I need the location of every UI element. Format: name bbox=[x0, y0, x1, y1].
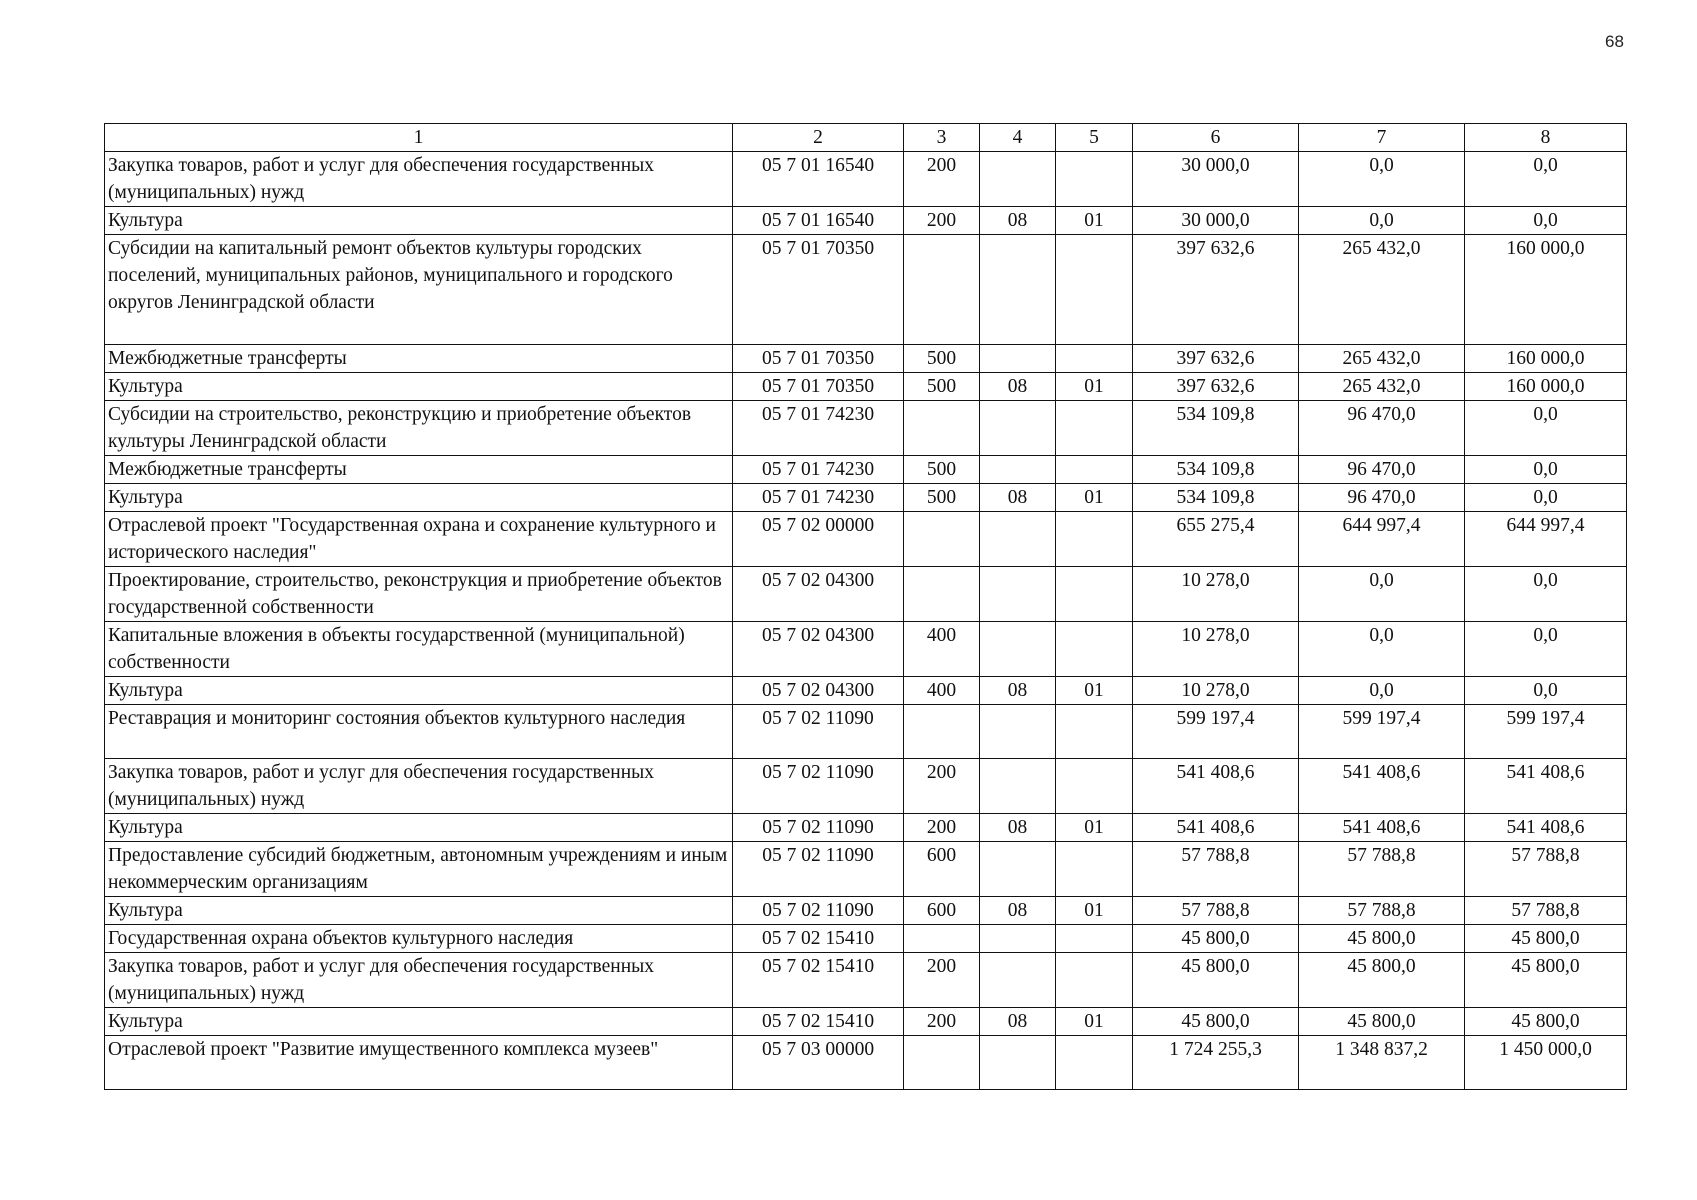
row-name: Культура bbox=[105, 373, 733, 401]
subsection bbox=[1056, 842, 1133, 897]
budget-code: 05 7 02 00000 bbox=[733, 512, 904, 567]
amount-col6: 397 632,6 bbox=[1133, 345, 1299, 373]
expense-type: 200 bbox=[904, 1008, 980, 1036]
amount-col8: 0,0 bbox=[1465, 622, 1627, 677]
column-number-5: 5 bbox=[1056, 124, 1133, 152]
page-number: 68 bbox=[1605, 32, 1624, 51]
amount-col7: 0,0 bbox=[1299, 677, 1465, 705]
subsection bbox=[1056, 1036, 1133, 1090]
amount-col8: 57 788,8 bbox=[1465, 897, 1627, 925]
expense-type: 200 bbox=[904, 759, 980, 814]
expense-type bbox=[904, 512, 980, 567]
row-name: Реставрация и мониторинг состояния объектов культурного наследия bbox=[105, 705, 733, 759]
budget-code: 05 7 01 16540 bbox=[733, 207, 904, 235]
expense-type bbox=[904, 235, 980, 345]
section bbox=[980, 345, 1056, 373]
amount-col8: 0,0 bbox=[1465, 401, 1627, 456]
amount-col8: 45 800,0 bbox=[1465, 925, 1627, 953]
row-name: Отраслевой проект "Развитие имущественного комплекса музеев" bbox=[105, 1036, 733, 1090]
section bbox=[980, 925, 1056, 953]
amount-col8: 541 408,6 bbox=[1465, 814, 1627, 842]
amount-col8: 45 800,0 bbox=[1465, 953, 1627, 1008]
subsection bbox=[1056, 235, 1133, 345]
amount-col6: 10 278,0 bbox=[1133, 567, 1299, 622]
section: 08 bbox=[980, 677, 1056, 705]
amount-col6: 1 724 255,3 bbox=[1133, 1036, 1299, 1090]
subsection: 01 bbox=[1056, 677, 1133, 705]
amount-col8: 0,0 bbox=[1465, 207, 1627, 235]
table-row bbox=[105, 1008, 1627, 1036]
table-row bbox=[105, 401, 1627, 456]
amount-col7: 45 800,0 bbox=[1299, 953, 1465, 1008]
amount-col8: 0,0 bbox=[1465, 456, 1627, 484]
table-row bbox=[105, 622, 1627, 677]
expense-type bbox=[904, 925, 980, 953]
subsection bbox=[1056, 759, 1133, 814]
amount-col8: 599 197,4 bbox=[1465, 705, 1627, 759]
amount-col7: 541 408,6 bbox=[1299, 814, 1465, 842]
budget-code: 05 7 02 11090 bbox=[733, 842, 904, 897]
amount-col8: 45 800,0 bbox=[1465, 1008, 1627, 1036]
row-name: Культура bbox=[105, 207, 733, 235]
expense-type: 200 bbox=[904, 207, 980, 235]
section bbox=[980, 512, 1056, 567]
row-name: Предоставление субсидий бюджетным, автономным учреждениям и иным некоммерческим организациям bbox=[105, 842, 733, 897]
amount-col7: 0,0 bbox=[1299, 152, 1465, 207]
amount-col6: 10 278,0 bbox=[1133, 622, 1299, 677]
row-name: Проектирование, строительство, реконструкция и приобретение объектов государственной собственности bbox=[105, 567, 733, 622]
table-row bbox=[105, 345, 1627, 373]
subsection: 01 bbox=[1056, 207, 1133, 235]
section bbox=[980, 953, 1056, 1008]
expense-type: 500 bbox=[904, 456, 980, 484]
expense-type: 400 bbox=[904, 677, 980, 705]
amount-col7: 45 800,0 bbox=[1299, 925, 1465, 953]
expense-type: 200 bbox=[904, 814, 980, 842]
subsection bbox=[1056, 456, 1133, 484]
amount-col8: 160 000,0 bbox=[1465, 373, 1627, 401]
subsection bbox=[1056, 345, 1133, 373]
budget-code: 05 7 02 11090 bbox=[733, 897, 904, 925]
section bbox=[980, 456, 1056, 484]
amount-col7: 96 470,0 bbox=[1299, 456, 1465, 484]
amount-col8: 160 000,0 bbox=[1465, 345, 1627, 373]
amount-col7: 644 997,4 bbox=[1299, 512, 1465, 567]
expense-type: 400 bbox=[904, 622, 980, 677]
subsection bbox=[1056, 705, 1133, 759]
section: 08 bbox=[980, 207, 1056, 235]
budget-code: 05 7 01 70350 bbox=[733, 235, 904, 345]
row-name: Субсидии на строительство, реконструкцию и приобретение объектов культуры Ленинградской области bbox=[105, 401, 733, 456]
table-row bbox=[105, 456, 1627, 484]
column-number-row bbox=[105, 124, 1627, 152]
row-name: Межбюджетные трансферты bbox=[105, 456, 733, 484]
budget-code: 05 7 02 15410 bbox=[733, 925, 904, 953]
amount-col7: 0,0 bbox=[1299, 207, 1465, 235]
amount-col6: 534 109,8 bbox=[1133, 484, 1299, 512]
amount-col6: 541 408,6 bbox=[1133, 759, 1299, 814]
amount-col6: 45 800,0 bbox=[1133, 925, 1299, 953]
amount-col8: 541 408,6 bbox=[1465, 759, 1627, 814]
section: 08 bbox=[980, 484, 1056, 512]
subsection: 01 bbox=[1056, 1008, 1133, 1036]
table-row bbox=[105, 842, 1627, 897]
subsection bbox=[1056, 401, 1133, 456]
budget-code: 05 7 02 11090 bbox=[733, 705, 904, 759]
budget-table bbox=[104, 123, 1627, 1090]
amount-col8: 160 000,0 bbox=[1465, 235, 1627, 345]
subsection bbox=[1056, 152, 1133, 207]
amount-col6: 30 000,0 bbox=[1133, 207, 1299, 235]
row-name: Культура bbox=[105, 677, 733, 705]
amount-col7: 57 788,8 bbox=[1299, 842, 1465, 897]
section: 08 bbox=[980, 897, 1056, 925]
budget-code: 05 7 02 04300 bbox=[733, 622, 904, 677]
table-row bbox=[105, 953, 1627, 1008]
section: 08 bbox=[980, 814, 1056, 842]
budget-code: 05 7 02 11090 bbox=[733, 814, 904, 842]
amount-col6: 45 800,0 bbox=[1133, 953, 1299, 1008]
subsection bbox=[1056, 953, 1133, 1008]
amount-col7: 96 470,0 bbox=[1299, 401, 1465, 456]
section bbox=[980, 622, 1056, 677]
section bbox=[980, 759, 1056, 814]
table-row bbox=[105, 567, 1627, 622]
amount-col6: 655 275,4 bbox=[1133, 512, 1299, 567]
amount-col8: 0,0 bbox=[1465, 567, 1627, 622]
row-name: Отраслевой проект "Государственная охрана и сохранение культурного и исторического наследия" bbox=[105, 512, 733, 567]
budget-code: 05 7 02 04300 bbox=[733, 567, 904, 622]
amount-col7: 599 197,4 bbox=[1299, 705, 1465, 759]
table-row bbox=[105, 759, 1627, 814]
table-row bbox=[105, 1036, 1627, 1090]
table-row bbox=[105, 373, 1627, 401]
subsection bbox=[1056, 925, 1133, 953]
expense-type: 600 bbox=[904, 897, 980, 925]
expense-type bbox=[904, 705, 980, 759]
row-name: Культура bbox=[105, 814, 733, 842]
budget-code: 05 7 02 11090 bbox=[733, 759, 904, 814]
column-number-7: 7 bbox=[1299, 124, 1465, 152]
amount-col8: 1 450 000,0 bbox=[1465, 1036, 1627, 1090]
section bbox=[980, 401, 1056, 456]
amount-col6: 45 800,0 bbox=[1133, 1008, 1299, 1036]
section bbox=[980, 152, 1056, 207]
budget-code: 05 7 01 74230 bbox=[733, 484, 904, 512]
expense-type: 200 bbox=[904, 152, 980, 207]
expense-type: 500 bbox=[904, 484, 980, 512]
section: 08 bbox=[980, 373, 1056, 401]
row-name: Закупка товаров, работ и услуг для обеспечения государственных (муниципальных) нужд bbox=[105, 953, 733, 1008]
row-name: Культура bbox=[105, 897, 733, 925]
budget-code: 05 7 01 70350 bbox=[733, 345, 904, 373]
table-row bbox=[105, 677, 1627, 705]
expense-type bbox=[904, 401, 980, 456]
section bbox=[980, 567, 1056, 622]
table-row bbox=[105, 925, 1627, 953]
subsection bbox=[1056, 622, 1133, 677]
column-number-3: 3 bbox=[904, 124, 980, 152]
table-row bbox=[105, 897, 1627, 925]
amount-col7: 96 470,0 bbox=[1299, 484, 1465, 512]
amount-col6: 534 109,8 bbox=[1133, 456, 1299, 484]
table-row bbox=[105, 484, 1627, 512]
amount-col8: 644 997,4 bbox=[1465, 512, 1627, 567]
row-name: Государственная охрана объектов культурного наследия bbox=[105, 925, 733, 953]
amount-col6: 397 632,6 bbox=[1133, 235, 1299, 345]
amount-col7: 265 432,0 bbox=[1299, 345, 1465, 373]
budget-code: 05 7 03 00000 bbox=[733, 1036, 904, 1090]
section bbox=[980, 842, 1056, 897]
row-name: Капитальные вложения в объекты государственной (муниципальной) собственности bbox=[105, 622, 733, 677]
subsection: 01 bbox=[1056, 814, 1133, 842]
amount-col8: 0,0 bbox=[1465, 677, 1627, 705]
budget-code: 05 7 01 16540 bbox=[733, 152, 904, 207]
amount-col7: 541 408,6 bbox=[1299, 759, 1465, 814]
row-name: Культура bbox=[105, 1008, 733, 1036]
row-name: Закупка товаров, работ и услуг для обеспечения государственных (муниципальных) нужд bbox=[105, 152, 733, 207]
section bbox=[980, 235, 1056, 345]
table-row bbox=[105, 512, 1627, 567]
amount-col7: 1 348 837,2 bbox=[1299, 1036, 1465, 1090]
table-row bbox=[105, 705, 1627, 759]
amount-col7: 57 788,8 bbox=[1299, 897, 1465, 925]
subsection bbox=[1056, 567, 1133, 622]
table-row bbox=[105, 207, 1627, 235]
expense-type bbox=[904, 567, 980, 622]
section: 08 bbox=[980, 1008, 1056, 1036]
row-name: Межбюджетные трансферты bbox=[105, 345, 733, 373]
column-number-8: 8 bbox=[1465, 124, 1627, 152]
amount-col6: 10 278,0 bbox=[1133, 677, 1299, 705]
budget-code: 05 7 02 15410 bbox=[733, 1008, 904, 1036]
budget-code: 05 7 01 74230 bbox=[733, 401, 904, 456]
amount-col6: 599 197,4 bbox=[1133, 705, 1299, 759]
amount-col6: 541 408,6 bbox=[1133, 814, 1299, 842]
expense-type bbox=[904, 1036, 980, 1090]
amount-col8: 0,0 bbox=[1465, 484, 1627, 512]
amount-col6: 30 000,0 bbox=[1133, 152, 1299, 207]
budget-code: 05 7 01 70350 bbox=[733, 373, 904, 401]
amount-col8: 57 788,8 bbox=[1465, 842, 1627, 897]
amount-col7: 265 432,0 bbox=[1299, 373, 1465, 401]
column-number-1: 1 bbox=[105, 124, 733, 152]
budget-code: 05 7 01 74230 bbox=[733, 456, 904, 484]
section bbox=[980, 1036, 1056, 1090]
table-row bbox=[105, 152, 1627, 207]
row-name: Закупка товаров, работ и услуг для обеспечения государственных (муниципальных) нужд bbox=[105, 759, 733, 814]
column-number-4: 4 bbox=[980, 124, 1056, 152]
amount-col6: 534 109,8 bbox=[1133, 401, 1299, 456]
expense-type: 500 bbox=[904, 373, 980, 401]
column-number-2: 2 bbox=[733, 124, 904, 152]
row-name: Субсидии на капитальный ремонт объектов культуры городских поселений, муниципальных районов, муниципального и городского округов Ленинградской области bbox=[105, 235, 733, 345]
subsection: 01 bbox=[1056, 484, 1133, 512]
budget-code: 05 7 02 04300 bbox=[733, 677, 904, 705]
amount-col7: 0,0 bbox=[1299, 567, 1465, 622]
amount-col7: 0,0 bbox=[1299, 622, 1465, 677]
subsection: 01 bbox=[1056, 897, 1133, 925]
amount-col7: 45 800,0 bbox=[1299, 1008, 1465, 1036]
section bbox=[980, 705, 1056, 759]
subsection: 01 bbox=[1056, 373, 1133, 401]
expense-type: 500 bbox=[904, 345, 980, 373]
amount-col8: 0,0 bbox=[1465, 152, 1627, 207]
amount-col6: 57 788,8 bbox=[1133, 897, 1299, 925]
amount-col6: 57 788,8 bbox=[1133, 842, 1299, 897]
subsection bbox=[1056, 512, 1133, 567]
table-row bbox=[105, 235, 1627, 345]
budget-code: 05 7 02 15410 bbox=[733, 953, 904, 1008]
table-row bbox=[105, 814, 1627, 842]
expense-type: 200 bbox=[904, 953, 980, 1008]
column-number-6: 6 bbox=[1133, 124, 1299, 152]
amount-col7: 265 432,0 bbox=[1299, 235, 1465, 345]
amount-col6: 397 632,6 bbox=[1133, 373, 1299, 401]
row-name: Культура bbox=[105, 484, 733, 512]
expense-type: 600 bbox=[904, 842, 980, 897]
